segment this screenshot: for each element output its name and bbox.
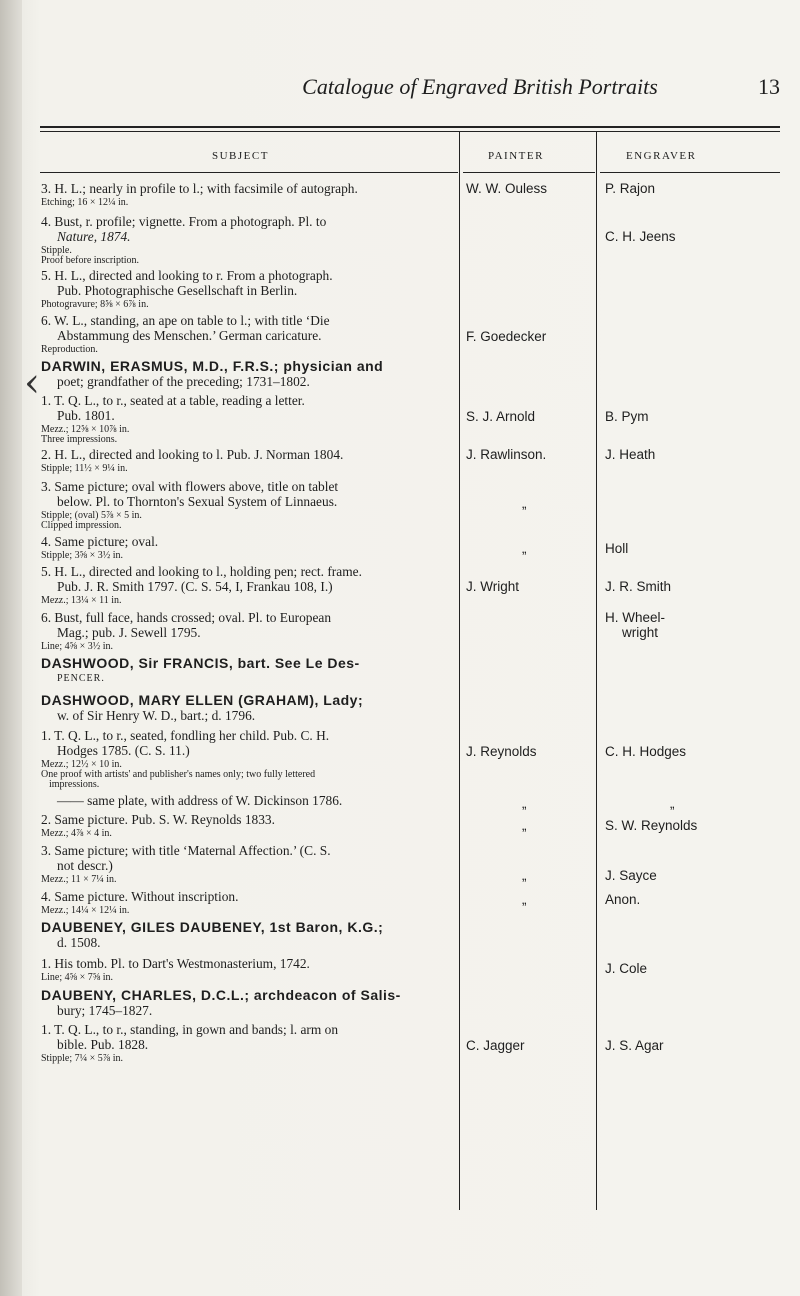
entry-note: One proof with artists' and publisher's names only; two fully lettered bbox=[41, 769, 316, 780]
ditto-mark: „ bbox=[522, 496, 527, 511]
engraver-name: H. Wheel- bbox=[605, 610, 666, 625]
entry-text: 2. H. L., directed and looking to l. Pub. J. Norman 1804. bbox=[41, 447, 344, 462]
entry-medium: Stipple. bbox=[41, 245, 72, 256]
entry-note: Three impressions. bbox=[41, 434, 118, 445]
header-rule-painter bbox=[463, 172, 595, 173]
entry-darwin-charles-4 bbox=[41, 214, 453, 244]
painter-name: J. Reynolds bbox=[466, 744, 537, 759]
entry-medium: Photogravure; 8⅝ × 6⅞ in. bbox=[41, 299, 149, 310]
painter-name: J. Wright bbox=[466, 579, 520, 594]
engraver-name-continued: wright bbox=[622, 625, 659, 640]
engraver-name: J. Sayce bbox=[605, 868, 657, 883]
entry-medium: Stipple; 11½ × 9¼ in. bbox=[41, 463, 128, 474]
column-divider-2 bbox=[596, 132, 597, 1210]
entry-medium: Stipple; 7¼ × 5⅞ in. bbox=[41, 1053, 124, 1064]
entry-darwin-erasmus-4 bbox=[41, 534, 453, 549]
heading-text: d. 1508. bbox=[57, 935, 101, 950]
entry-text: 1. His tomb. Pl. to Dart's Westmonasterium, 1742. bbox=[41, 956, 310, 971]
entry-medium: Mezz.; 12⅝ × 10⅞ in. bbox=[41, 424, 130, 435]
painter-name: S. J. Arnold bbox=[466, 409, 536, 424]
heading-text: DARWIN, ERASMUS, M.D., F.R.S.; physician and bbox=[41, 358, 384, 374]
ditto-mark: „ bbox=[522, 892, 527, 907]
entry-dashwood-1 bbox=[41, 728, 453, 758]
entry-text: 4. Bust, r. profile; vignette. From a photograph. Pl. to bbox=[41, 214, 327, 229]
entry-darwin-erasmus-1 bbox=[41, 393, 453, 423]
entry-daubeny-charles-1 bbox=[41, 1022, 453, 1052]
heading-text: poet; grandfather of the preceding; 1731–1802. bbox=[57, 374, 310, 389]
entry-daubeney-giles-1 bbox=[41, 956, 453, 971]
engraver-name: J. Cole bbox=[605, 961, 648, 976]
engraver-name: C. H. Jeens bbox=[605, 229, 676, 244]
entry-medium: Stipple; 3⅝ × 3½ in. bbox=[41, 550, 124, 561]
column-header-engraver: ENGRAVER bbox=[626, 150, 697, 162]
entry-medium: Mezz.; 14¼ × 12¼ in. bbox=[41, 905, 130, 916]
entry-text: bible. Pub. 1828. bbox=[57, 1037, 149, 1052]
entry-medium: Mezz.; 12½ × 10 in. bbox=[41, 759, 122, 770]
entry-medium: Line; 4⅝ × 3½ in. bbox=[41, 641, 114, 652]
painter-name: J. Rawlinson. bbox=[466, 447, 547, 462]
entry-dashwood-4 bbox=[41, 889, 453, 904]
heading-darwin-erasmus bbox=[41, 359, 453, 389]
painter-name: C. Jagger bbox=[466, 1038, 525, 1053]
entry-text: 1. T. Q. L., to r., seated at a table, reading a letter. bbox=[41, 393, 305, 408]
entry-text: 2. Same picture. Pub. S. W. Reynolds 1833. bbox=[41, 812, 275, 827]
top-rule bbox=[40, 126, 780, 128]
engraver-name: Holl bbox=[605, 541, 629, 556]
painter-name: F. Goedecker bbox=[466, 329, 547, 344]
entry-text: Pub. Photographische Gesellschaft in Berlin. bbox=[57, 283, 298, 298]
entry-darwin-erasmus-5 bbox=[41, 564, 453, 594]
entry-text: 1. T. Q. L., to r., standing, in gown and bands; l. arm on bbox=[41, 1022, 339, 1037]
entry-note: impressions. bbox=[49, 779, 100, 790]
ditto-mark: „ bbox=[670, 796, 675, 811]
entry-medium: Mezz.; 4⅞ × 4 in. bbox=[41, 828, 112, 839]
entry-dashwood-2 bbox=[41, 812, 453, 827]
engraver-name: J. R. Smith bbox=[605, 579, 672, 594]
column-header-subject: SUBJECT bbox=[212, 150, 269, 162]
entry-text: below. Pl. to Thornton's Sexual System of Linnaeus. bbox=[57, 494, 338, 509]
heading-text: DAUBENEY, GILES DAUBENEY, 1st Baron, K.G.; bbox=[41, 919, 384, 935]
heading-dashwood-francis bbox=[41, 656, 453, 686]
entry-medium: Reproduction. bbox=[41, 344, 98, 355]
entry-text: Pub. 1801. bbox=[57, 408, 115, 423]
heading-text: DASHWOOD, Sir FRANCIS, bart. See Le Des- bbox=[41, 655, 360, 671]
heading-daubeney-giles bbox=[41, 920, 453, 950]
engraver-name: P. Rajon bbox=[605, 181, 656, 196]
painter-name: W. W. Ouless bbox=[466, 181, 548, 196]
engraver-name: J. Heath bbox=[605, 447, 656, 462]
column-header-painter: PAINTER bbox=[488, 150, 544, 162]
engraver-name: Anon. bbox=[605, 892, 641, 907]
running-title: Catalogue of Engraved British Portraits bbox=[302, 74, 658, 99]
entry-medium: Mezz.; 11 × 7¼ in. bbox=[41, 874, 117, 885]
column-divider-1 bbox=[459, 132, 460, 1210]
entry-text: 4. Same picture. Without inscription. bbox=[41, 889, 239, 904]
entry-text: —— same plate, with address of W. Dickinson 1786. bbox=[57, 793, 343, 808]
book-spine-shadow bbox=[0, 0, 22, 1296]
entry-note: Clipped impression. bbox=[41, 520, 122, 531]
entry-darwin-erasmus-6 bbox=[41, 610, 453, 640]
entry-darwin-charles-5 bbox=[41, 268, 453, 298]
ditto-mark: „ bbox=[522, 541, 527, 556]
ditto-mark: „ bbox=[522, 796, 527, 811]
entry-text: 4. Same picture; oval. bbox=[41, 534, 159, 549]
engraver-name: C. H. Hodges bbox=[605, 744, 687, 759]
entry-text: 6. Bust, full face, hands crossed; oval. Pl. to European bbox=[41, 610, 332, 625]
entry-darwin-charles-3 bbox=[41, 181, 453, 196]
entry-text: 5. H. L., directed and looking to r. From a photograph. bbox=[41, 268, 333, 283]
heading-text: w. of Sir Henry W. D., bart.; d. 1796. bbox=[57, 708, 256, 723]
heading-daubeny-charles bbox=[41, 988, 453, 1018]
heading-text: bury; 1745–1827. bbox=[57, 1003, 153, 1018]
entry-note: Proof before inscription. bbox=[41, 255, 140, 266]
entry-dashwood-1-state bbox=[41, 793, 453, 808]
entry-text: Hodges 1785. (C. S. 11.) bbox=[57, 743, 190, 758]
entry-text: not descr.) bbox=[57, 858, 113, 873]
engraver-name: B. Pym bbox=[605, 409, 649, 424]
entry-text: Mag.; pub. J. Sewell 1795. bbox=[57, 625, 201, 640]
heading-dashwood-mary-ellen bbox=[41, 693, 453, 723]
entry-medium: Mezz.; 13¼ × 11 in. bbox=[41, 595, 122, 606]
entry-text: Nature, 1874. bbox=[57, 229, 131, 244]
engraver-name: S. W. Reynolds bbox=[605, 818, 698, 833]
entry-medium: Etching; 16 × 12¼ in. bbox=[41, 197, 129, 208]
entry-medium: Stipple; (oval) 5⅞ × 5 in. bbox=[41, 510, 142, 521]
heading-text: PENCER. bbox=[57, 673, 105, 684]
entry-darwin-erasmus-2 bbox=[41, 447, 453, 462]
entry-dashwood-3 bbox=[41, 843, 453, 873]
page-number: 13 bbox=[758, 74, 780, 99]
heading-text: DASHWOOD, MARY ELLEN (GRAHAM), Lady; bbox=[41, 692, 364, 708]
entry-text: 3. Same picture; oval with flowers above, title on tablet bbox=[41, 479, 339, 494]
ditto-mark: „ bbox=[522, 868, 527, 883]
engraver-name: J. S. Agar bbox=[605, 1038, 664, 1053]
entry-text: 3. Same picture; with title ‘Maternal Affection.’ (C. S. bbox=[41, 843, 331, 858]
entry-text: 1. T. Q. L., to r., seated, fondling her child. Pub. C. H. bbox=[41, 728, 330, 743]
entry-darwin-charles-6 bbox=[41, 313, 453, 343]
heading-text: DAUBENY, CHARLES, D.C.L.; archdeacon of Salis- bbox=[41, 987, 401, 1003]
entry-text: 5. H. L., directed and looking to l., holding pen; rect. frame. bbox=[41, 564, 362, 579]
ditto-mark: „ bbox=[522, 818, 527, 833]
entry-text: 6. W. L., standing, an ape on table to l.; with title ‘Die bbox=[41, 313, 330, 328]
entry-text: Abstammung des Menschen.’ German caricature. bbox=[57, 328, 322, 343]
top-rule-thin bbox=[40, 131, 780, 132]
entry-text: Pub. J. R. Smith 1797. (C. S. 54, I, Frankau 108, I.) bbox=[57, 579, 333, 594]
entry-medium: Line; 4⅝ × 7⅝ in. bbox=[41, 972, 114, 983]
header-rule-subject bbox=[40, 172, 458, 173]
margin-bracket-mark: ‹ bbox=[24, 360, 40, 406]
entry-darwin-erasmus-3 bbox=[41, 479, 453, 509]
entry-text: 3. H. L.; nearly in profile to l.; with facsimile of autograph. bbox=[41, 181, 358, 196]
header-rule-engraver bbox=[600, 172, 780, 173]
